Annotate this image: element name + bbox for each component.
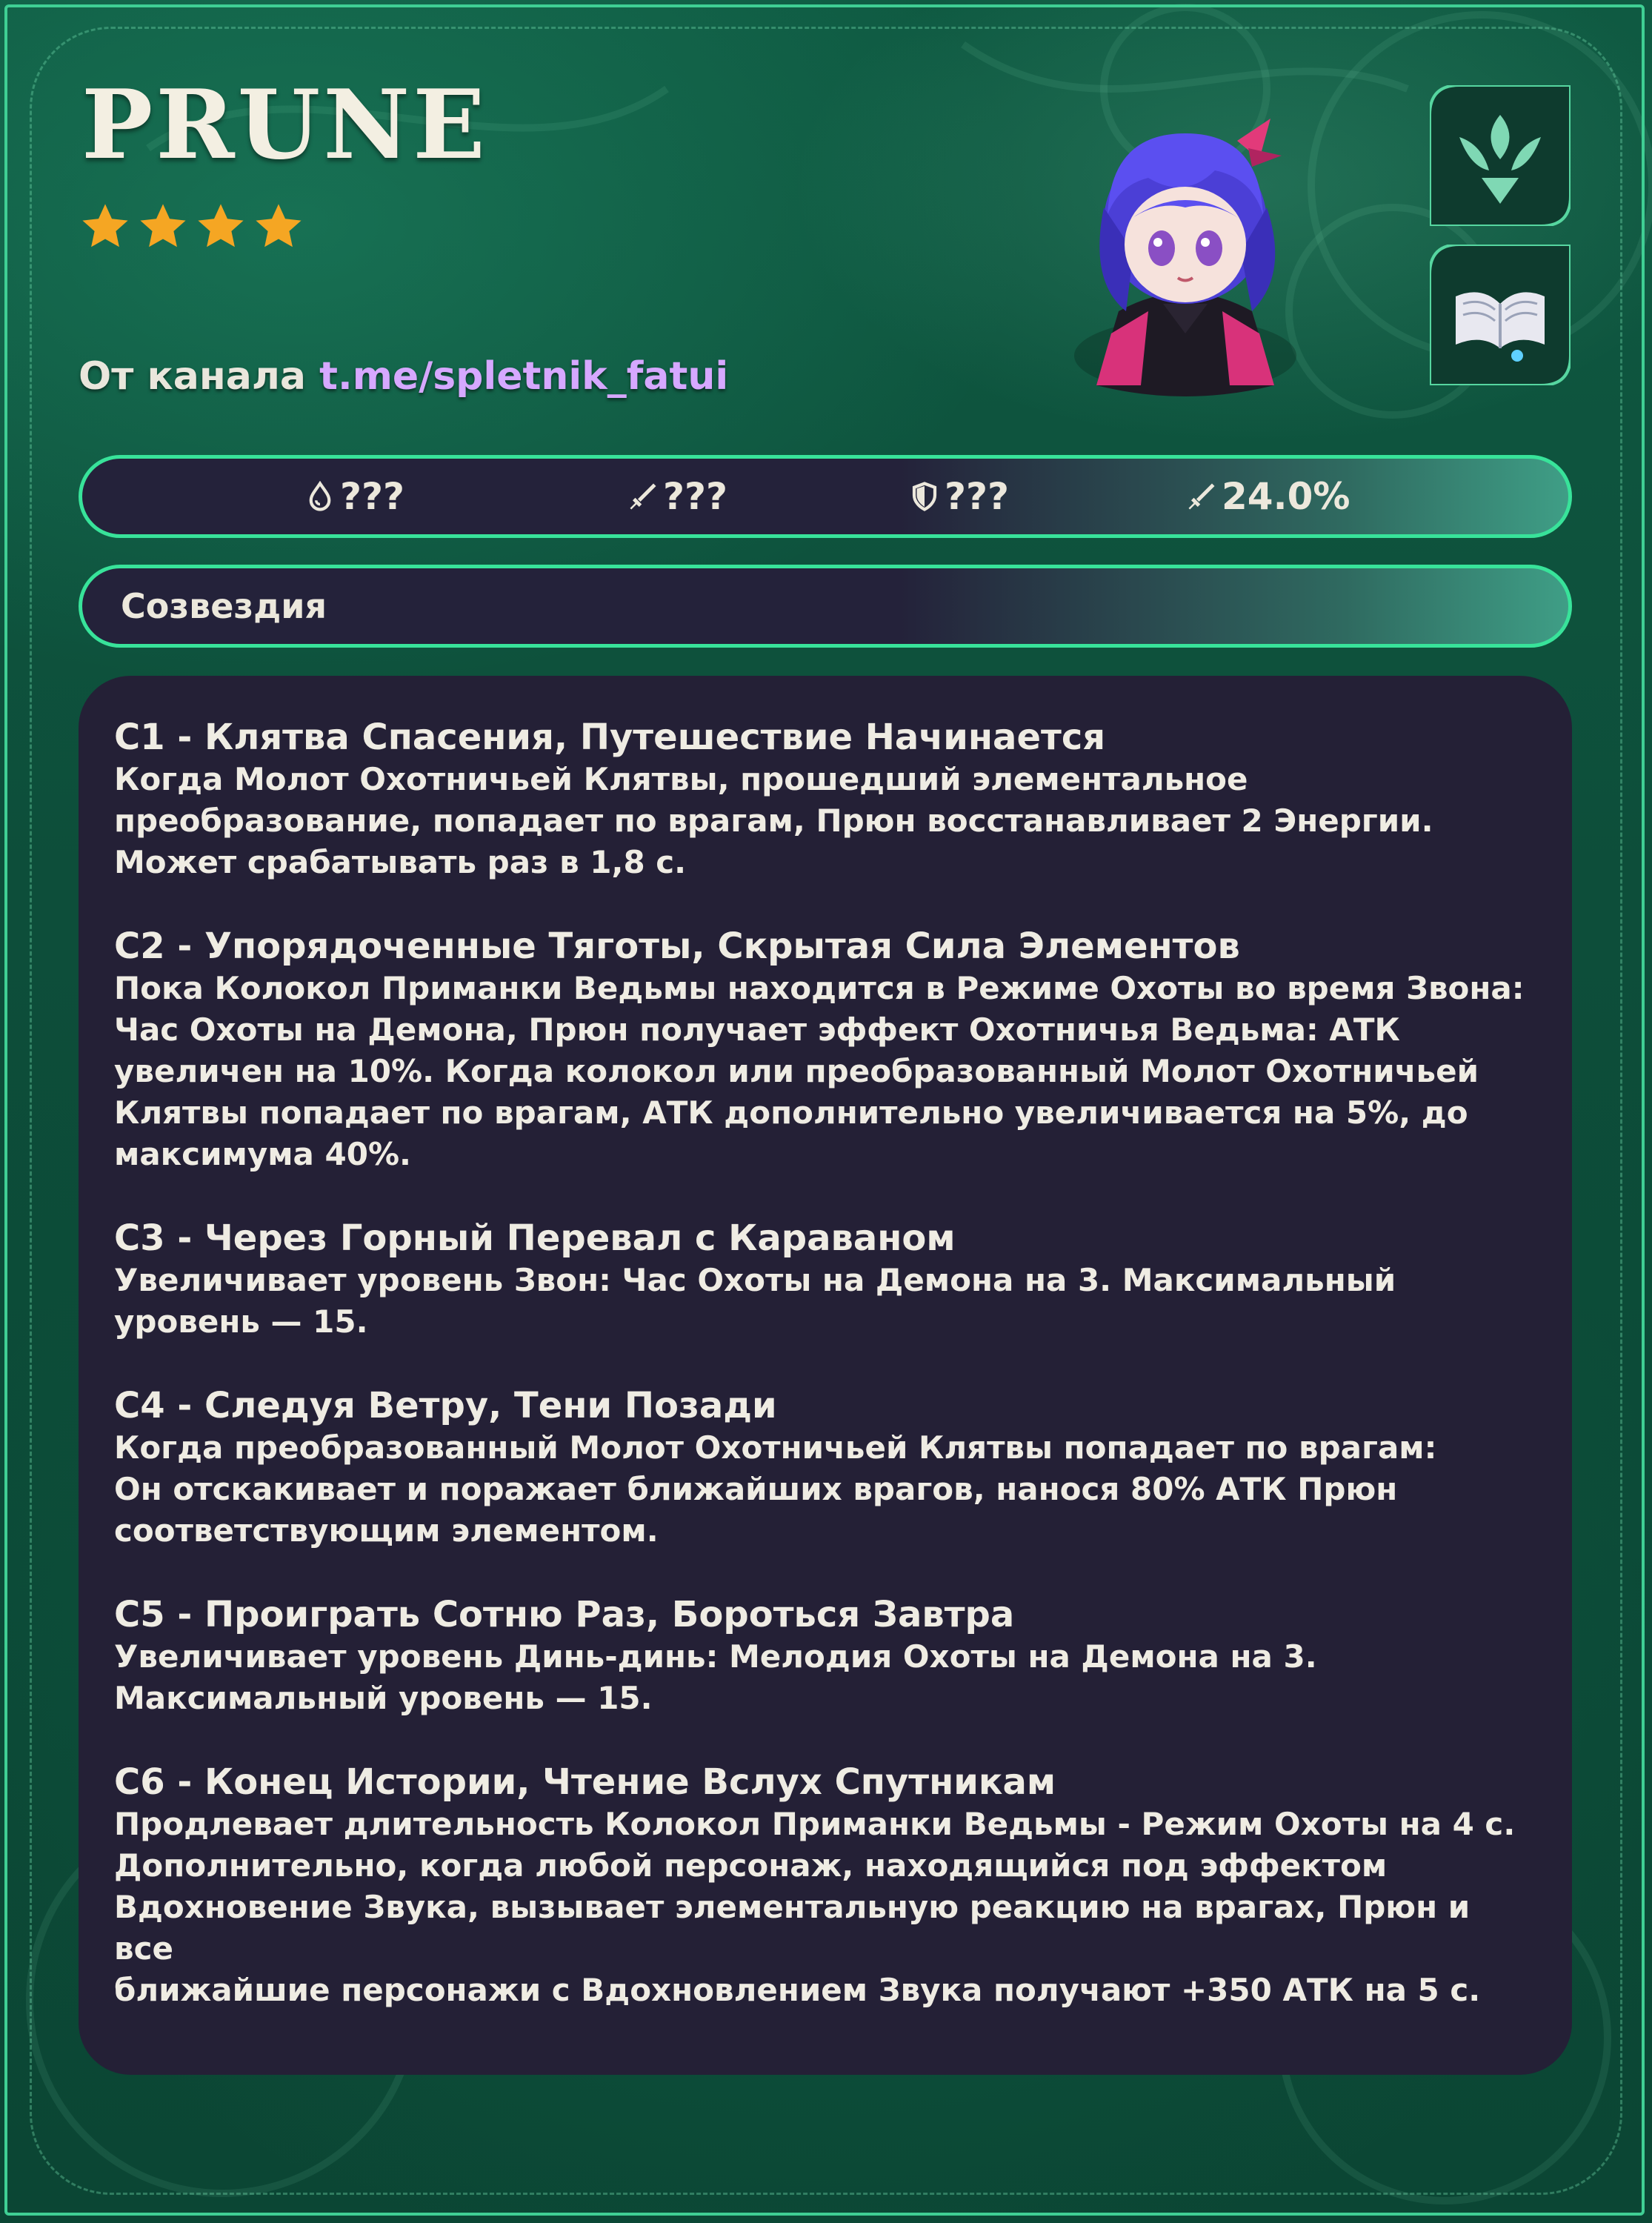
catalyst-book-icon — [1430, 245, 1571, 385]
stat-def — [909, 459, 1009, 534]
stat-value: ??? — [945, 475, 1010, 518]
constellation-description: Когда Молот Охотничьей Клятвы, прошедший элементальное преобразование, попадает по врагам, Прюн восстанавливает 2 Энергии. Может срабатывать раз в 1,8 с. — [114, 761, 1433, 880]
atk-sword-icon — [627, 481, 659, 512]
section-header — [79, 565, 1572, 648]
constellation-description: Когда преобразованный Молот Охотничьей Клятвы попадает по врагам: Он отскакивает и поражает ближайших врагов, нанося 80% АТК Прюн соответствующим элементом. — [114, 1429, 1437, 1549]
constellation-description: Продлевает длительность Колокол Приманки Ведьмы - Режим Охоты на 4 с. Дополнительно, когда любой персонаж, находящийся под эффектом Вдохновение Звука, вызывает элементальную реакцию на врагах, Прюн и все ближайшие персонажи с Вдохновлением Звука получают +350 АТК на 5 с. — [114, 1806, 1516, 2008]
def-shield-icon — [909, 481, 940, 512]
constellation-c5 — [114, 1593, 1536, 1719]
constellation-title: C3 - Через Горный Перевал с Караваном — [114, 1217, 956, 1259]
constellation-c4 — [114, 1384, 1536, 1552]
constellation-c2 — [114, 925, 1536, 1175]
constellation-description: Увеличивает уровень Динь-динь: Мелодия Охоты на Демона на 3. Максимальный уровень — 15. — [114, 1638, 1317, 1716]
constellation-c6 — [114, 1761, 1536, 2011]
constellation-title: C6 - Конец Истории, Чтение Вслух Спутникам — [114, 1761, 1056, 1803]
channel-link[interactable]: t.me/spletnik_fatui — [319, 354, 729, 399]
constellation-c3 — [114, 1217, 1536, 1343]
constellation-description: Пока Колокол Приманки Ведьмы находится в Режиме Охоты во время Звона: Час Охоты на Демона, Прюн получает эффект Охотничья Ведьма: АТК увеличен на 10%. Когда колокол или преобразованный Молот Охотничьей Клятвы попадает по врагам, АТК дополнительно увеличивается на 5%, до максимума 40%. — [114, 970, 1525, 1172]
stat-atk-bonus — [1186, 459, 1350, 534]
stat-atk — [627, 459, 727, 534]
rarity-stars — [79, 200, 305, 259]
section-title: Созвездия — [121, 586, 327, 626]
atk-sword-icon — [1186, 481, 1217, 512]
hp-drop-icon — [304, 481, 336, 512]
character-name: PRUNE — [81, 70, 488, 181]
constellation-title: C4 - Следуя Ветру, Тени Позади — [114, 1385, 777, 1426]
star-icon — [252, 200, 305, 253]
star-icon — [194, 200, 247, 253]
stat-value: ??? — [663, 475, 728, 518]
credit-prefix: От канала — [79, 354, 320, 399]
constellation-description: Увеличивает уровень Звон: Час Охоты на Демона на 3. Максимальный уровень — 15. — [114, 1262, 1396, 1340]
constellation-title: C2 - Упорядоченные Тяготы, Скрытая Сила Элементов — [114, 926, 1240, 967]
constellations-panel — [79, 676, 1572, 2075]
constellation-c1 — [114, 716, 1536, 883]
stats-bar — [79, 455, 1572, 538]
stat-hp — [304, 459, 404, 534]
stat-value: 24.0% — [1222, 475, 1350, 518]
constellation-title: C5 - Проиграть Сотню Раз, Бороться Завтра — [114, 1594, 1015, 1635]
anemo-emblem-icon — [1430, 85, 1571, 226]
stat-value: ??? — [340, 475, 405, 518]
character-avatar — [1067, 89, 1304, 400]
star-icon — [136, 200, 190, 253]
star-icon — [79, 200, 132, 253]
channel-credit — [79, 354, 728, 399]
constellation-title: C1 - Клятва Спасения, Путешествие Начинается — [114, 717, 1106, 758]
